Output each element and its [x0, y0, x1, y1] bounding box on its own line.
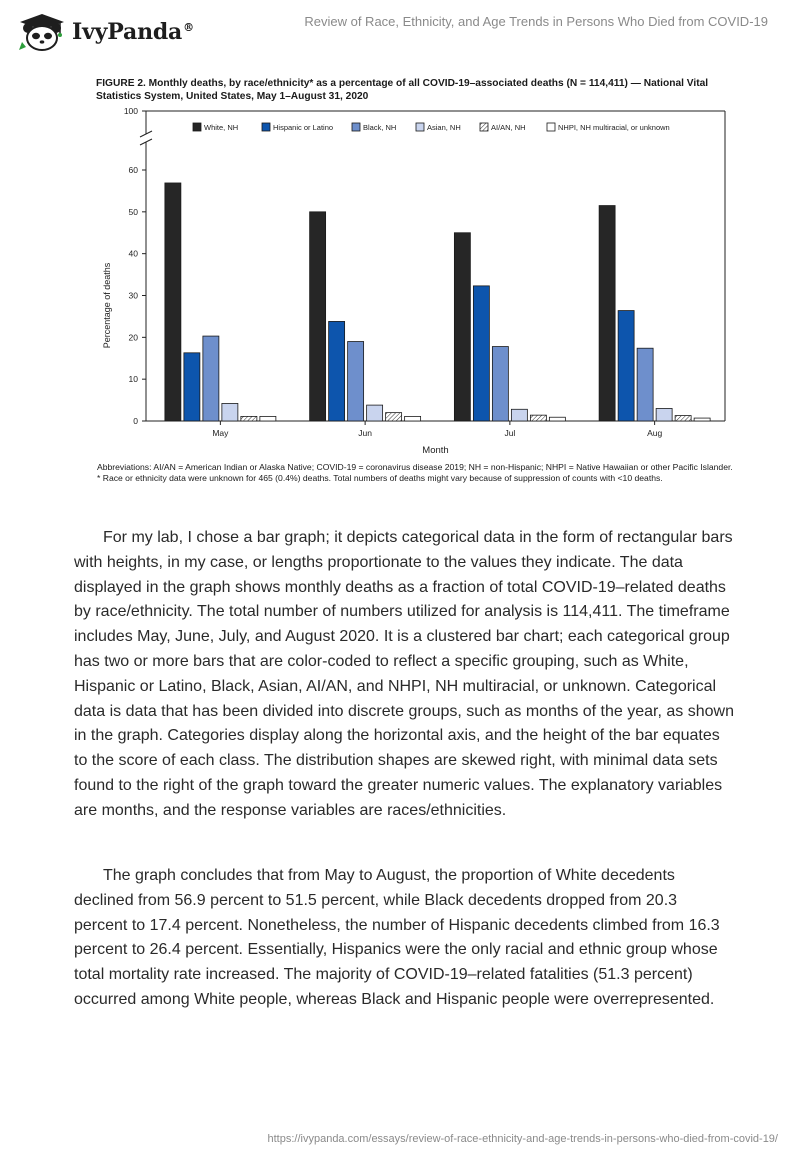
x-tick-label: Jul: [504, 428, 516, 438]
footnote: * Race or ethnicity data were unknown for 465 (0.4%) deaths. Total numbers of deaths might vary because of suppression of counts with <10 deaths.: [97, 473, 663, 483]
x-axis-title: Month: [422, 445, 449, 456]
y-tick-label: 50: [128, 206, 138, 217]
bar: [405, 416, 421, 421]
y-axis-title: Percentage of deaths: [102, 262, 112, 349]
bar: [203, 336, 219, 421]
legend-label: Black, NH: [363, 123, 397, 132]
bar: [549, 417, 565, 421]
brand-name: IvyPanda®: [72, 19, 194, 45]
bar: [329, 321, 345, 421]
legend-label: White, NH: [204, 123, 239, 132]
x-tick-label: May: [212, 428, 229, 438]
bar: [260, 416, 276, 421]
legend-swatch: [416, 123, 424, 131]
race-ethnicity-bar-chart: [90, 103, 740, 461]
legend-swatch: [262, 123, 270, 131]
registered-mark: ®: [183, 20, 194, 34]
y-tick-label: 30: [128, 290, 138, 301]
bar: [694, 418, 710, 421]
body-paragraph-2: The graph concludes that from May to August, the proportion of White decedents declined from 56.9 percent to 51.5 percent, while Black decedents dropped from 20.3 percent to 17.4 percent. Nonetheless, the number of Hispanic decedents climbed from 16.3 percent to 26.4 percent. Essentially, Hispanics were the only racial and ethnic group whose total mortality rate increased. The majority of COVID-19–related fatalities (51.3 percent) occurred among White people, whereas Black and Hispanic people were overrepresented.: [74, 867, 720, 1008]
bar: [637, 348, 653, 421]
y-tick-label: 20: [128, 332, 138, 343]
legend-swatch: [352, 123, 360, 131]
figure-caption: FIGURE 2. Monthly deaths, by race/ethnicity* as a percentage of all COVID-19–associated deaths (N = 114,411) — National Vital Statistics System, United States, May 1–August 31, 2020: [96, 78, 709, 102]
footer-source-link[interactable]: https://ivypanda.com/essays/review-of-race-ethnicity-and-age-trends-in-persons-who-died-from-covid-19/: [267, 1133, 778, 1145]
bar: [618, 311, 634, 421]
body-paragraph-1: For my lab, I chose a bar graph; it depicts categorical data in the form of rectangular bars with heights, in my case, or lengths proportionate to the values they indicate. The data displayed in the graph shows monthly deaths as a fraction of total COVID-19–related deaths by race/ethnicity. The total number of numbers utilized for analysis is 114,411. The timeframe includes May, June, July, and August 2020. It is a clustered bar chart; each categorical group has two or more bars that are color-coded to reflect a specific grouping, such as White, Hispanic or Latino, Black, Asian, AI/AN, and NHPI, NH multiracial, or unknown. Categorical data is data that has been divided into discrete groups, such as months of the year, as shown in the graph. Categories display along the horizontal axis, and the height of the bar equates to the score of each class. The distribution shapes are skewed right, with minimal data sets found to the right of the graph toward the greater numeric values. The explanatory variables are months, and the response variables are races/ethnicities.: [74, 529, 734, 819]
legend-swatch: [193, 123, 201, 131]
y-tick-label-top: 100: [123, 106, 138, 116]
bar: [310, 212, 326, 421]
bar: [492, 347, 508, 421]
bar: [473, 286, 489, 421]
legend-label: NHPI, NH multiracial, or unknown: [558, 123, 670, 132]
bar: [599, 206, 615, 421]
page-header-title: Review of Race, Ethnicity, and Age Trends in Persons Who Died from COVID-19: [304, 14, 768, 29]
y-tick-label: 0: [133, 416, 138, 426]
x-tick-label: Aug: [647, 428, 663, 438]
figure-notes: [97, 462, 747, 484]
legend-swatch: [547, 123, 555, 131]
bar: [511, 409, 527, 421]
bars-layer: [165, 183, 710, 421]
legend-swatch: [480, 123, 488, 131]
chart-legend: [193, 123, 670, 132]
bar: [348, 342, 364, 421]
legend-label: AI/AN, NH: [491, 123, 526, 132]
bar: [165, 183, 181, 421]
bar: [241, 416, 257, 421]
legend-label: Hispanic or Latino: [273, 123, 334, 132]
bar: [367, 405, 383, 421]
panda-graduate-icon: [16, 12, 68, 52]
brand-logo[interactable]: [16, 12, 194, 52]
bar: [530, 415, 546, 421]
x-tick-label: Jun: [358, 428, 372, 438]
y-tick-label: 40: [128, 248, 138, 259]
bar: [222, 403, 238, 421]
bar: [454, 233, 470, 421]
legend-label: Asian, NH: [427, 123, 461, 132]
bar: [675, 416, 691, 421]
y-tick-label: 60: [128, 165, 138, 175]
bar: [656, 408, 672, 421]
abbreviations-note: Abbreviations: AI/AN = American Indian or Alaska Native; COVID-19 = coronavirus disease 2019; NH = non-Hispanic; NHPI = Native Hawaiian or other Pacific Islander.: [97, 462, 733, 472]
y-tick-label: 10: [128, 374, 138, 385]
bar: [386, 413, 402, 421]
bar: [184, 353, 200, 421]
